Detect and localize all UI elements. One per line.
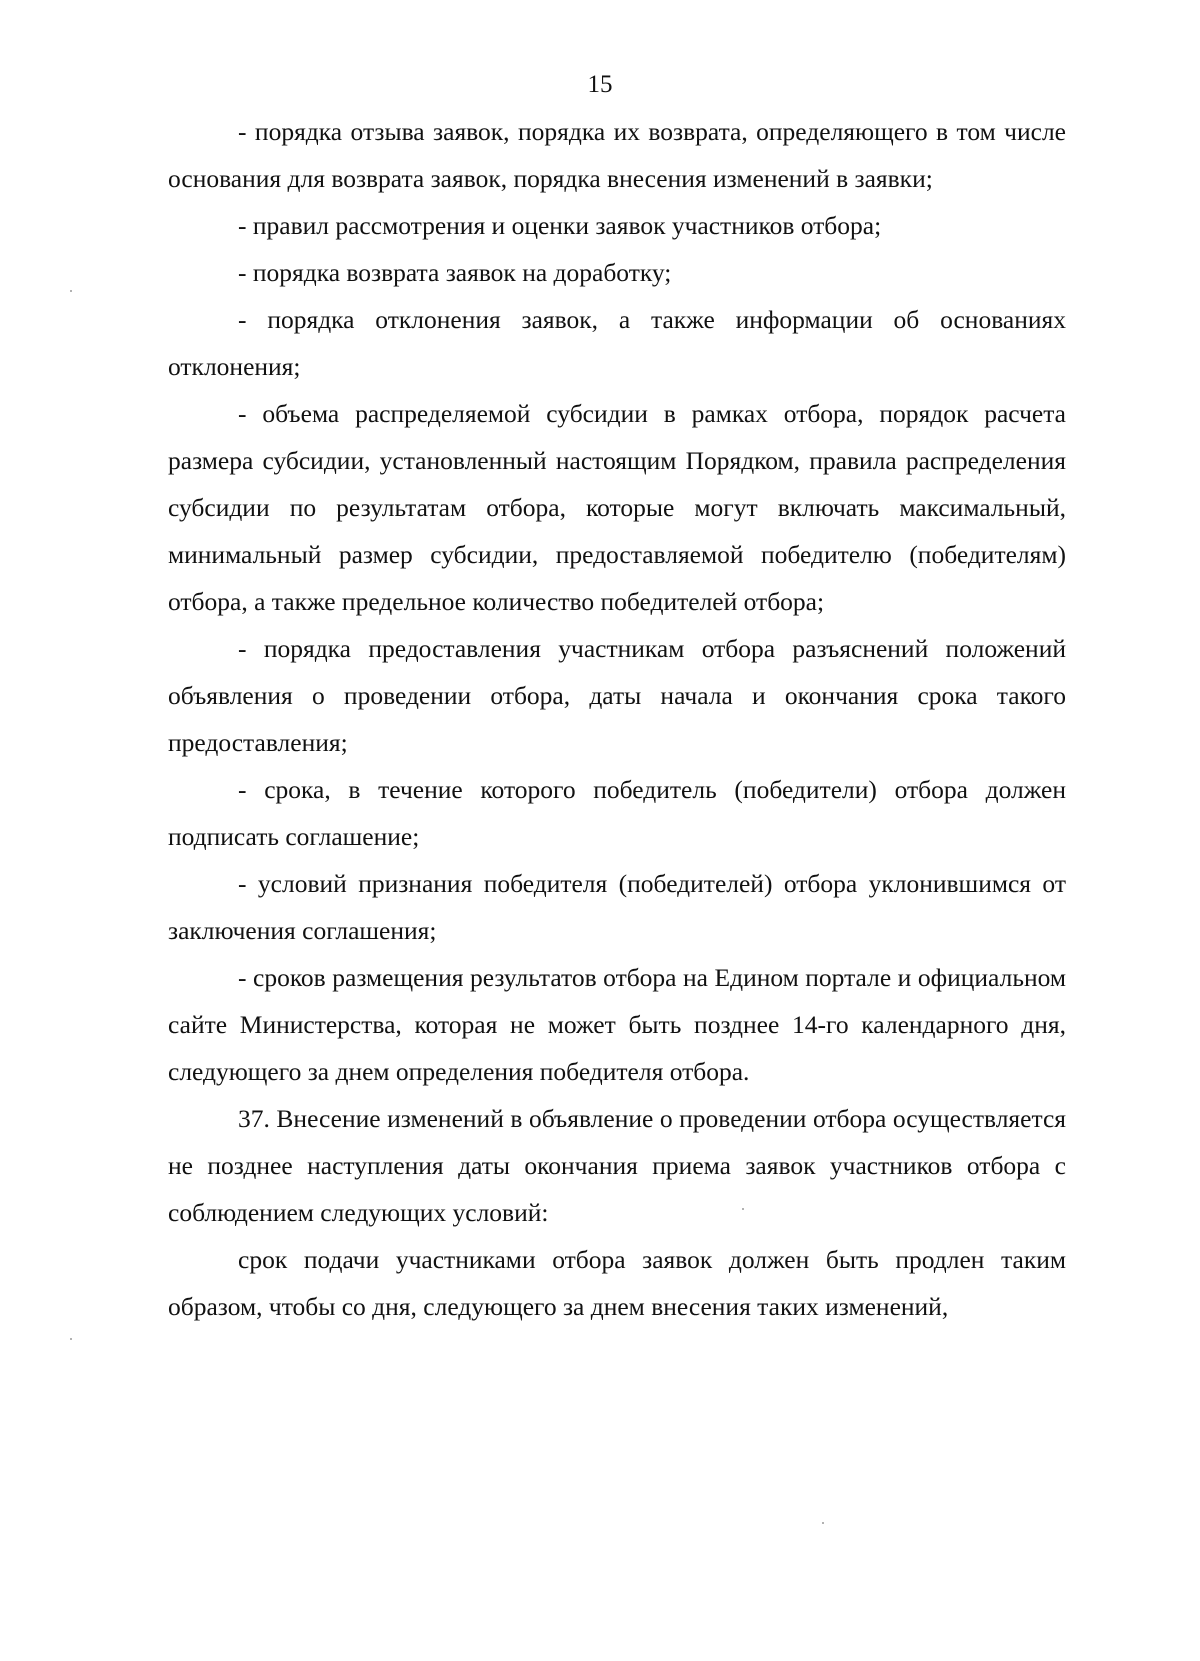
paragraph-results-publication: - сроков размещения результатов отбора на Едином портале и официальном сайте Министерства, которая не может быть позднее 14-го календарного дня, следующего за днем определения победителя отбора. bbox=[168, 963, 1066, 1086]
paragraph-review-rules: - правил рассмотрения и оценки заявок участников отбора; bbox=[238, 211, 882, 240]
paragraph-withdrawal-order: - порядка отзыва заявок, порядка их возврата, определяющего в том числе основания для возврата заявок, порядка внесения изменений в заявки; bbox=[168, 117, 1066, 193]
document-body bbox=[168, 108, 1066, 1330]
paragraph-rejection-order: - порядка отклонения заявок, а также информации об основаниях отклонения; bbox=[168, 305, 1066, 381]
scan-speck bbox=[822, 1522, 824, 1524]
scan-speck bbox=[70, 1338, 72, 1340]
scan-speck bbox=[742, 1208, 744, 1210]
paragraph-deadline-extension: срок подачи участниками отбора заявок должен быть продлен таким образом, чтобы со дня, следующего за днем внесения таких изменений, bbox=[168, 1245, 1066, 1321]
paragraph-section-37: 37. Внесение изменений в объявление о проведении отбора осуществляется не позднее наступления даты окончания приема заявок участников отбора с соблюдением следующих условий: bbox=[168, 1104, 1066, 1227]
paragraph-evasion-conditions: - условий признания победителя (победителей) отбора уклонившимся от заключения соглашения; bbox=[168, 869, 1066, 945]
paragraph-return-for-revision: - порядка возврата заявок на доработку; bbox=[238, 258, 672, 287]
paragraph-clarifications-order: - порядка предоставления участникам отбора разъяснений положений объявления о проведении отбора, даты начала и окончания срока такого предоставления; bbox=[168, 634, 1066, 757]
page-number: 15 bbox=[587, 71, 613, 98]
paragraph-signing-deadline: - срока, в течение которого победитель (победители) отбора должен подписать соглашение; bbox=[168, 775, 1066, 851]
scan-speck bbox=[70, 290, 72, 292]
paragraph-subsidy-volume: - объема распределяемой субсидии в рамках отбора, порядок расчета размера субсидии, установленный настоящим Порядком, правила распределения субсидии по результатам отбора, которые могут включать максимальный, минимальный размер субсидии, предоставляемой победителю (победителям) отбора, а также предельное количество победителей отбора; bbox=[168, 399, 1066, 616]
